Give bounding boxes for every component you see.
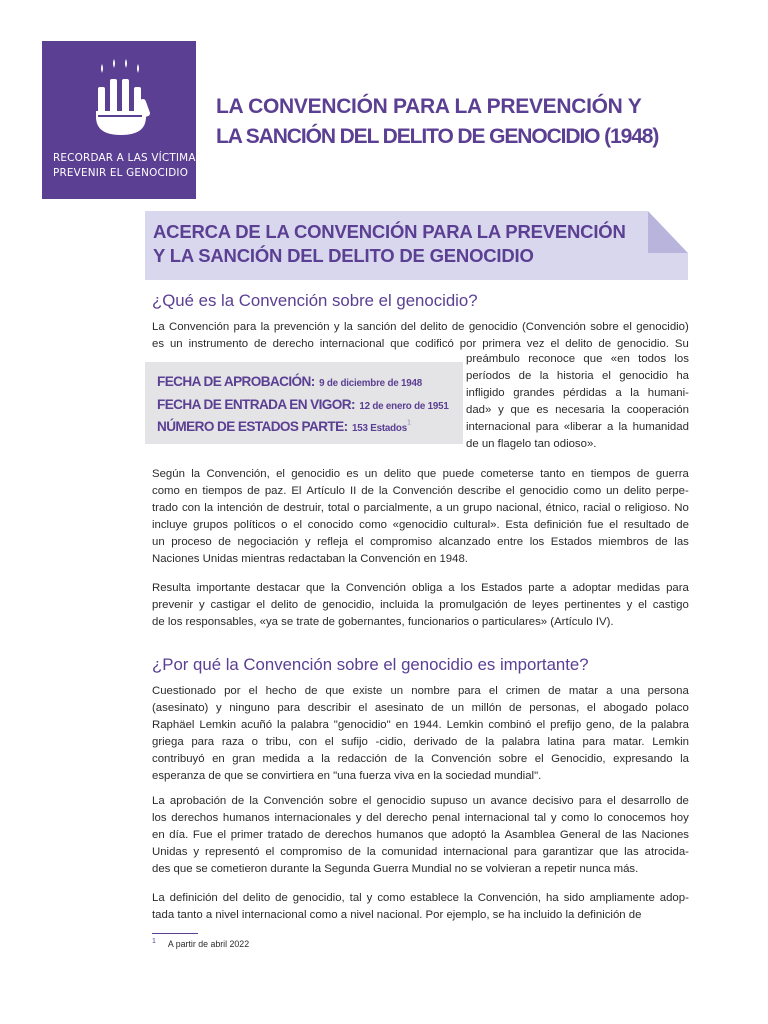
facts-box: [145, 362, 463, 444]
candles-hand-icon: [92, 59, 150, 139]
page-title-line-1: LA CONVENCIÓN PARA LA PREVENCIÓN Y: [216, 95, 642, 118]
text-line: Unidas y representó el compromiso de la comunidad internacional para garantizar que las atrocida-: [152, 846, 689, 858]
fact-label: FECHA DE ENTRADA EN VIGOR:: [157, 397, 355, 412]
text-line: des que se cometieron durante la Segunda Guerra Mundial no se volvieran a repetir nunca más.: [152, 863, 639, 875]
page-title-line-2: LA SANCIÓN DEL DELITO DE GENOCIDIO (1948): [216, 125, 659, 148]
text-line: períodos de la historia el genocidio ha: [466, 370, 689, 382]
logo-text: [53, 151, 203, 181]
fact-label: NÚMERO DE ESTADOS PARTE:: [157, 419, 348, 434]
footnote: [152, 938, 249, 949]
text-line: Raphäel Lemkin acuñó la palabra "genocidio" en 1944. Lemkin combinó el prefijo geno, de la palabra: [152, 719, 689, 731]
text-line: preámbulo reconoce que «en todos los: [466, 353, 689, 365]
text-line: de los responsables, «ya se trate de gobernantes, funcionarios o particulares» (Artículo IV).: [152, 616, 614, 628]
text-line: es un instrumento de derecho internacional que codificó por primera vez el delito de genocidio. Su: [152, 338, 689, 350]
fact-label: FECHA DE APROBACIÓN:: [157, 374, 315, 389]
text-line: de un flagelo tan odioso».: [466, 438, 597, 450]
text-line: como en tiempos de paz. El Artículo II de la Convención describe el genocidio como un delito perpe-: [152, 485, 689, 497]
text-line: Resulta importante destacar que la Convención obliga a los Estados parte a adoptar medidas para: [152, 582, 689, 594]
banner-title-line-1: ACERCA DE LA CONVENCIÓN PARA LA PREVENCIÓN: [153, 221, 626, 242]
text-line: La aprobación de la Convención sobre el genocidio supuso un avance decisivo para el desarrollo de: [152, 795, 689, 807]
text-line: dad» y que es necesaria la cooperación: [466, 404, 689, 416]
text-line: un proceso de negociación y refleja el compromiso alcanzado entre los Estados miembros de las: [152, 536, 689, 548]
text-line: La Convención para la prevención y la sanción del delito de genocidio (Convención sobre el genocidio): [152, 321, 689, 333]
footnote-number: 1: [152, 938, 156, 945]
fact-approval: [157, 373, 422, 391]
lemkin-paragraph: [152, 683, 689, 785]
text-line: Según la Convención, el genocidio es un delito que puede cometerse tanto en tiempos de guerra: [152, 468, 689, 480]
logo-line-1: RECORDAR A LAS VÍCTIMAS: [53, 152, 203, 164]
page-fold-icon: [648, 211, 688, 253]
fact-value: 9 de diciembre de 1948: [319, 378, 423, 389]
text-line: Naciones Unidas mientras redactaban la Convención en 1948.: [152, 553, 468, 565]
logo-line-2: PREVENIR EL GENOCIDIO: [53, 167, 189, 179]
text-line: Cuestionado por el hecho de que existe un nombre para el crimen de matar a una persona: [152, 685, 689, 697]
text-line: los derechos humanos internacionales y del derecho penal internacional tal y como lo conocemos hoy: [152, 812, 689, 824]
logo: [42, 41, 203, 199]
fact-value: 12 de enero de 1951: [359, 401, 449, 412]
definition-paragraph: [152, 466, 689, 568]
text-line: incluye grupos políticos o el conocido como «genocidio cultural». Esta definición fue el resultado de: [152, 519, 689, 531]
definition-adoption-paragraph: [152, 890, 689, 924]
fact-entry-into-force: [157, 396, 449, 414]
fact-states-parties: [157, 418, 411, 436]
page-title: [216, 92, 736, 152]
text-line: esperanza de que se convirtiera en "una fuerza viva en la sociedad mundial".: [152, 770, 542, 782]
preamble-paragraph: [466, 351, 689, 453]
section-1-heading: ¿Qué es la Convención sobre el genocidio?: [152, 291, 478, 310]
text-line: griega para raza o tribu, con el sufijo -cidio, derivado de la palabra latina para matar. Lemkin: [152, 736, 689, 748]
footnote-reference[interactable]: 1: [406, 419, 411, 427]
banner-title: [153, 220, 633, 268]
footnote-text: A partir de abril 2022: [167, 938, 250, 949]
intro-paragraph: [152, 319, 689, 353]
text-line: en día. Fue el primer tratado de derechos humanos que adoptó la Asamblea General de las Naciones: [152, 829, 689, 841]
text-line: internacional para «liberar a la humanidad: [466, 421, 689, 433]
text-line: contribuyó en gran medida a la redacción de la Convención sobre el Genocidio, expresando la: [152, 753, 689, 765]
banner-title-line-2: Y LA SANCIÓN DEL DELITO DE GENOCIDIO: [153, 245, 534, 266]
text-line: trado con la intención de destruir, total o parcialmente, a un grupo nacional, étnico, racial o religioso. No: [152, 502, 689, 514]
section-2-heading: ¿Por qué la Convención sobre el genocidio es importante?: [152, 655, 589, 674]
text-line: tada tanto a nivel internacional como a nivel nacional. Por ejemplo, se ha incluido la definición de: [152, 909, 642, 921]
text-line: infligido grandes pérdidas a la humani-: [466, 387, 689, 399]
footnote-divider: [152, 933, 198, 934]
text-line: prevenir y castigar el delito de genocidio, incluida la promulgación de leyes pertinentes y el castigo: [152, 599, 689, 611]
fact-value: 153 Estados: [351, 423, 407, 434]
obligations-paragraph: [152, 580, 689, 631]
text-line: La definición del delito de genocidio, tal y como establece la Convención, ha sido ampliamente adop-: [152, 892, 689, 904]
section-banner: [145, 211, 688, 280]
text-line: (asesinato) y ninguno para describir el asesinato de un millón de personas, el abogado polaco: [152, 702, 689, 714]
adoption-paragraph: [152, 793, 689, 878]
